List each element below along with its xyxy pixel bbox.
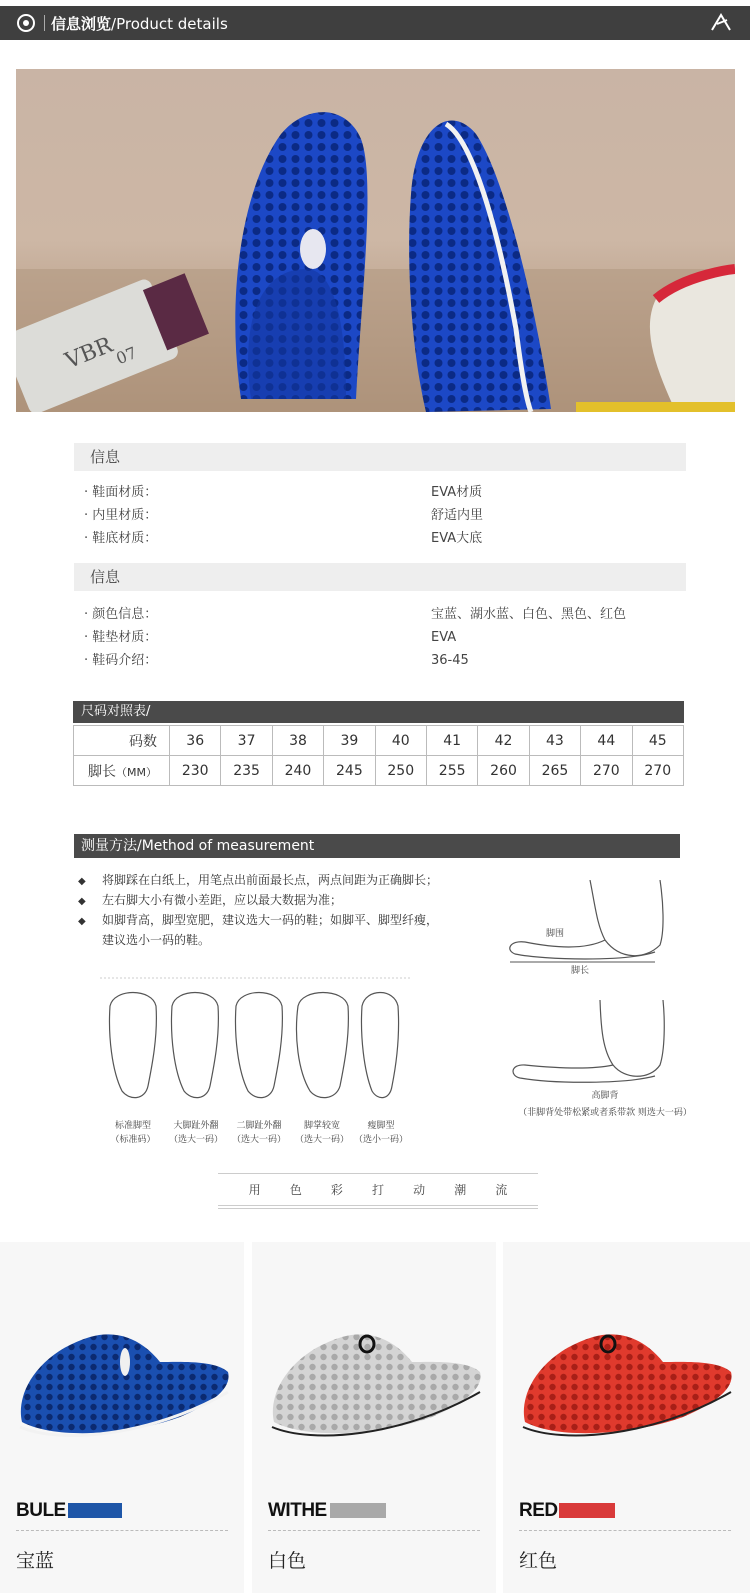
info-value: EVA	[431, 630, 457, 645]
size-cell: 43	[529, 726, 580, 756]
girth-label: 脚围	[545, 929, 565, 939]
slogan-char: 色	[289, 1183, 302, 1197]
shoe-image-white	[252, 1282, 496, 1482]
info-label: · 鞋码介绍：	[84, 653, 158, 668]
foot-type-name: 大脚趾外翻	[173, 1121, 219, 1131]
info-value: 宝蓝、湖水蓝、白色、黑色、红色	[431, 607, 627, 622]
length-cell: 235	[221, 756, 272, 786]
size-cell: 40	[375, 726, 426, 756]
length-cell: 270	[632, 756, 683, 786]
info-label: · 鞋面材质：	[84, 485, 158, 500]
info-row	[84, 528, 684, 550]
slogan-char: 流	[495, 1183, 508, 1197]
color-swatch	[330, 1503, 386, 1518]
divider	[16, 1530, 228, 1531]
slogan-char: 动	[413, 1183, 426, 1197]
length-cell: 265	[529, 756, 580, 786]
instruction-item: ◆ 左右脚大小有微小差距，应以最大数据为准；	[78, 891, 488, 911]
shoe-image-blue	[0, 1282, 244, 1482]
target-icon	[17, 14, 35, 32]
info-label: · 鞋底材质：	[84, 531, 158, 546]
length-cell: 245	[324, 756, 375, 786]
size-row-label: 码数	[74, 726, 170, 756]
color-swatch	[559, 1503, 615, 1518]
info-heading-1: 信息	[74, 443, 686, 471]
color-name: BULE	[16, 1500, 66, 1521]
diamond-bullet-icon: ◆	[78, 916, 86, 927]
header-separator	[44, 15, 45, 31]
measurement-instructions	[78, 871, 488, 949]
info-row	[84, 650, 684, 672]
info-row	[84, 505, 684, 527]
hero-image	[16, 69, 735, 412]
slogan-bar	[218, 1173, 538, 1206]
color-name-cn: 白色	[268, 1550, 307, 1572]
length-cell: 255	[426, 756, 477, 786]
size-cell: 41	[426, 726, 477, 756]
foot-type-name: 瘦脚型	[367, 1121, 395, 1131]
size-cell: 44	[581, 726, 632, 756]
length-cell: 230	[170, 756, 221, 786]
divider	[268, 1530, 480, 1531]
slogan-char: 打	[371, 1183, 384, 1197]
info-value: 36-45	[431, 653, 469, 668]
info-heading-2: 信息	[74, 563, 686, 591]
size-row	[74, 726, 684, 756]
header-bar	[0, 6, 750, 40]
color-swatch	[68, 1503, 122, 1518]
size-cell: 37	[221, 726, 272, 756]
foot-type-name: 脚掌较宽	[303, 1121, 341, 1131]
color-name: RED	[519, 1500, 558, 1521]
length-cell: 250	[375, 756, 426, 786]
foot-type-name: 标准脚型	[114, 1121, 152, 1131]
foot-type-advice: （标准码）	[110, 1135, 156, 1145]
info-value: 舒适内里	[431, 508, 484, 523]
foot-type-advice: （选大一码）	[231, 1135, 287, 1145]
high-instep-label: 高脚背	[591, 1091, 619, 1101]
length-cell: 260	[478, 756, 529, 786]
size-cell: 38	[272, 726, 323, 756]
brand-logo-icon	[710, 12, 732, 34]
measurement-heading: 测量方法/Method of measurement	[74, 834, 680, 858]
svg-text:07: 07	[113, 342, 140, 369]
foot-type-name: 二脚趾外翻	[236, 1121, 282, 1131]
diamond-bullet-icon: ◆	[78, 876, 86, 887]
size-chart-table	[73, 725, 684, 786]
instruction-item: ◆ 将脚踩在白纸上，用笔点出前面最长点，两点间距为正确脚长；	[78, 871, 488, 891]
length-label: 脚长	[570, 966, 590, 976]
instruction-item: ◆ 如脚背高，脚型宽肥，建议选大一码的鞋；如脚平、脚型纤瘦，	[78, 911, 488, 931]
foot-types-illustration	[100, 976, 420, 1156]
instruction-continuation: 建议选小一码的鞋。	[102, 933, 211, 947]
foot-type-advice: （选大一码）	[168, 1135, 224, 1145]
size-cell: 42	[478, 726, 529, 756]
color-name: WITHE	[268, 1500, 327, 1521]
length-row	[74, 756, 684, 786]
info-row	[84, 627, 684, 649]
info-label: · 内里材质：	[84, 508, 158, 523]
size-cell: 39	[324, 726, 375, 756]
diamond-bullet-icon: ◆	[78, 896, 86, 907]
high-instep-note: （非脚背处带松紧或者系带款 则选大一码）	[518, 1108, 692, 1118]
info-label: · 颜色信息：	[84, 607, 158, 622]
product-card-red[interactable]	[503, 1242, 750, 1593]
info-row	[84, 482, 684, 504]
svg-text:VBR: VBR	[61, 332, 117, 375]
divider	[519, 1530, 731, 1531]
size-cell: 36	[170, 726, 221, 756]
shoe-image-red	[503, 1282, 747, 1482]
slogan-char: 用	[248, 1183, 261, 1197]
slogan-char: 彩	[330, 1183, 343, 1197]
color-name-cn: 宝蓝	[16, 1550, 55, 1572]
info-value: EVA大底	[431, 531, 483, 546]
info-row	[84, 604, 684, 626]
length-row-label: 脚长（MM）	[74, 756, 170, 786]
page-title: 信息浏览/Product details	[51, 14, 228, 33]
foot-side-illustration	[505, 880, 705, 1150]
foot-type-advice: （选大一码）	[294, 1135, 350, 1145]
slogan-char: 潮	[454, 1183, 467, 1197]
color-name-cn: 红色	[519, 1550, 558, 1572]
product-card-blue[interactable]	[0, 1242, 244, 1593]
size-cell: 45	[632, 726, 683, 756]
info-value: EVA材质	[431, 485, 483, 500]
info-label: · 鞋垫材质：	[84, 630, 158, 645]
length-cell: 270	[581, 756, 632, 786]
length-cell: 240	[272, 756, 323, 786]
foot-type-advice: （选小一码）	[353, 1135, 409, 1145]
size-chart-heading: 尺码对照表/	[73, 701, 684, 723]
product-card-white[interactable]	[252, 1242, 496, 1593]
